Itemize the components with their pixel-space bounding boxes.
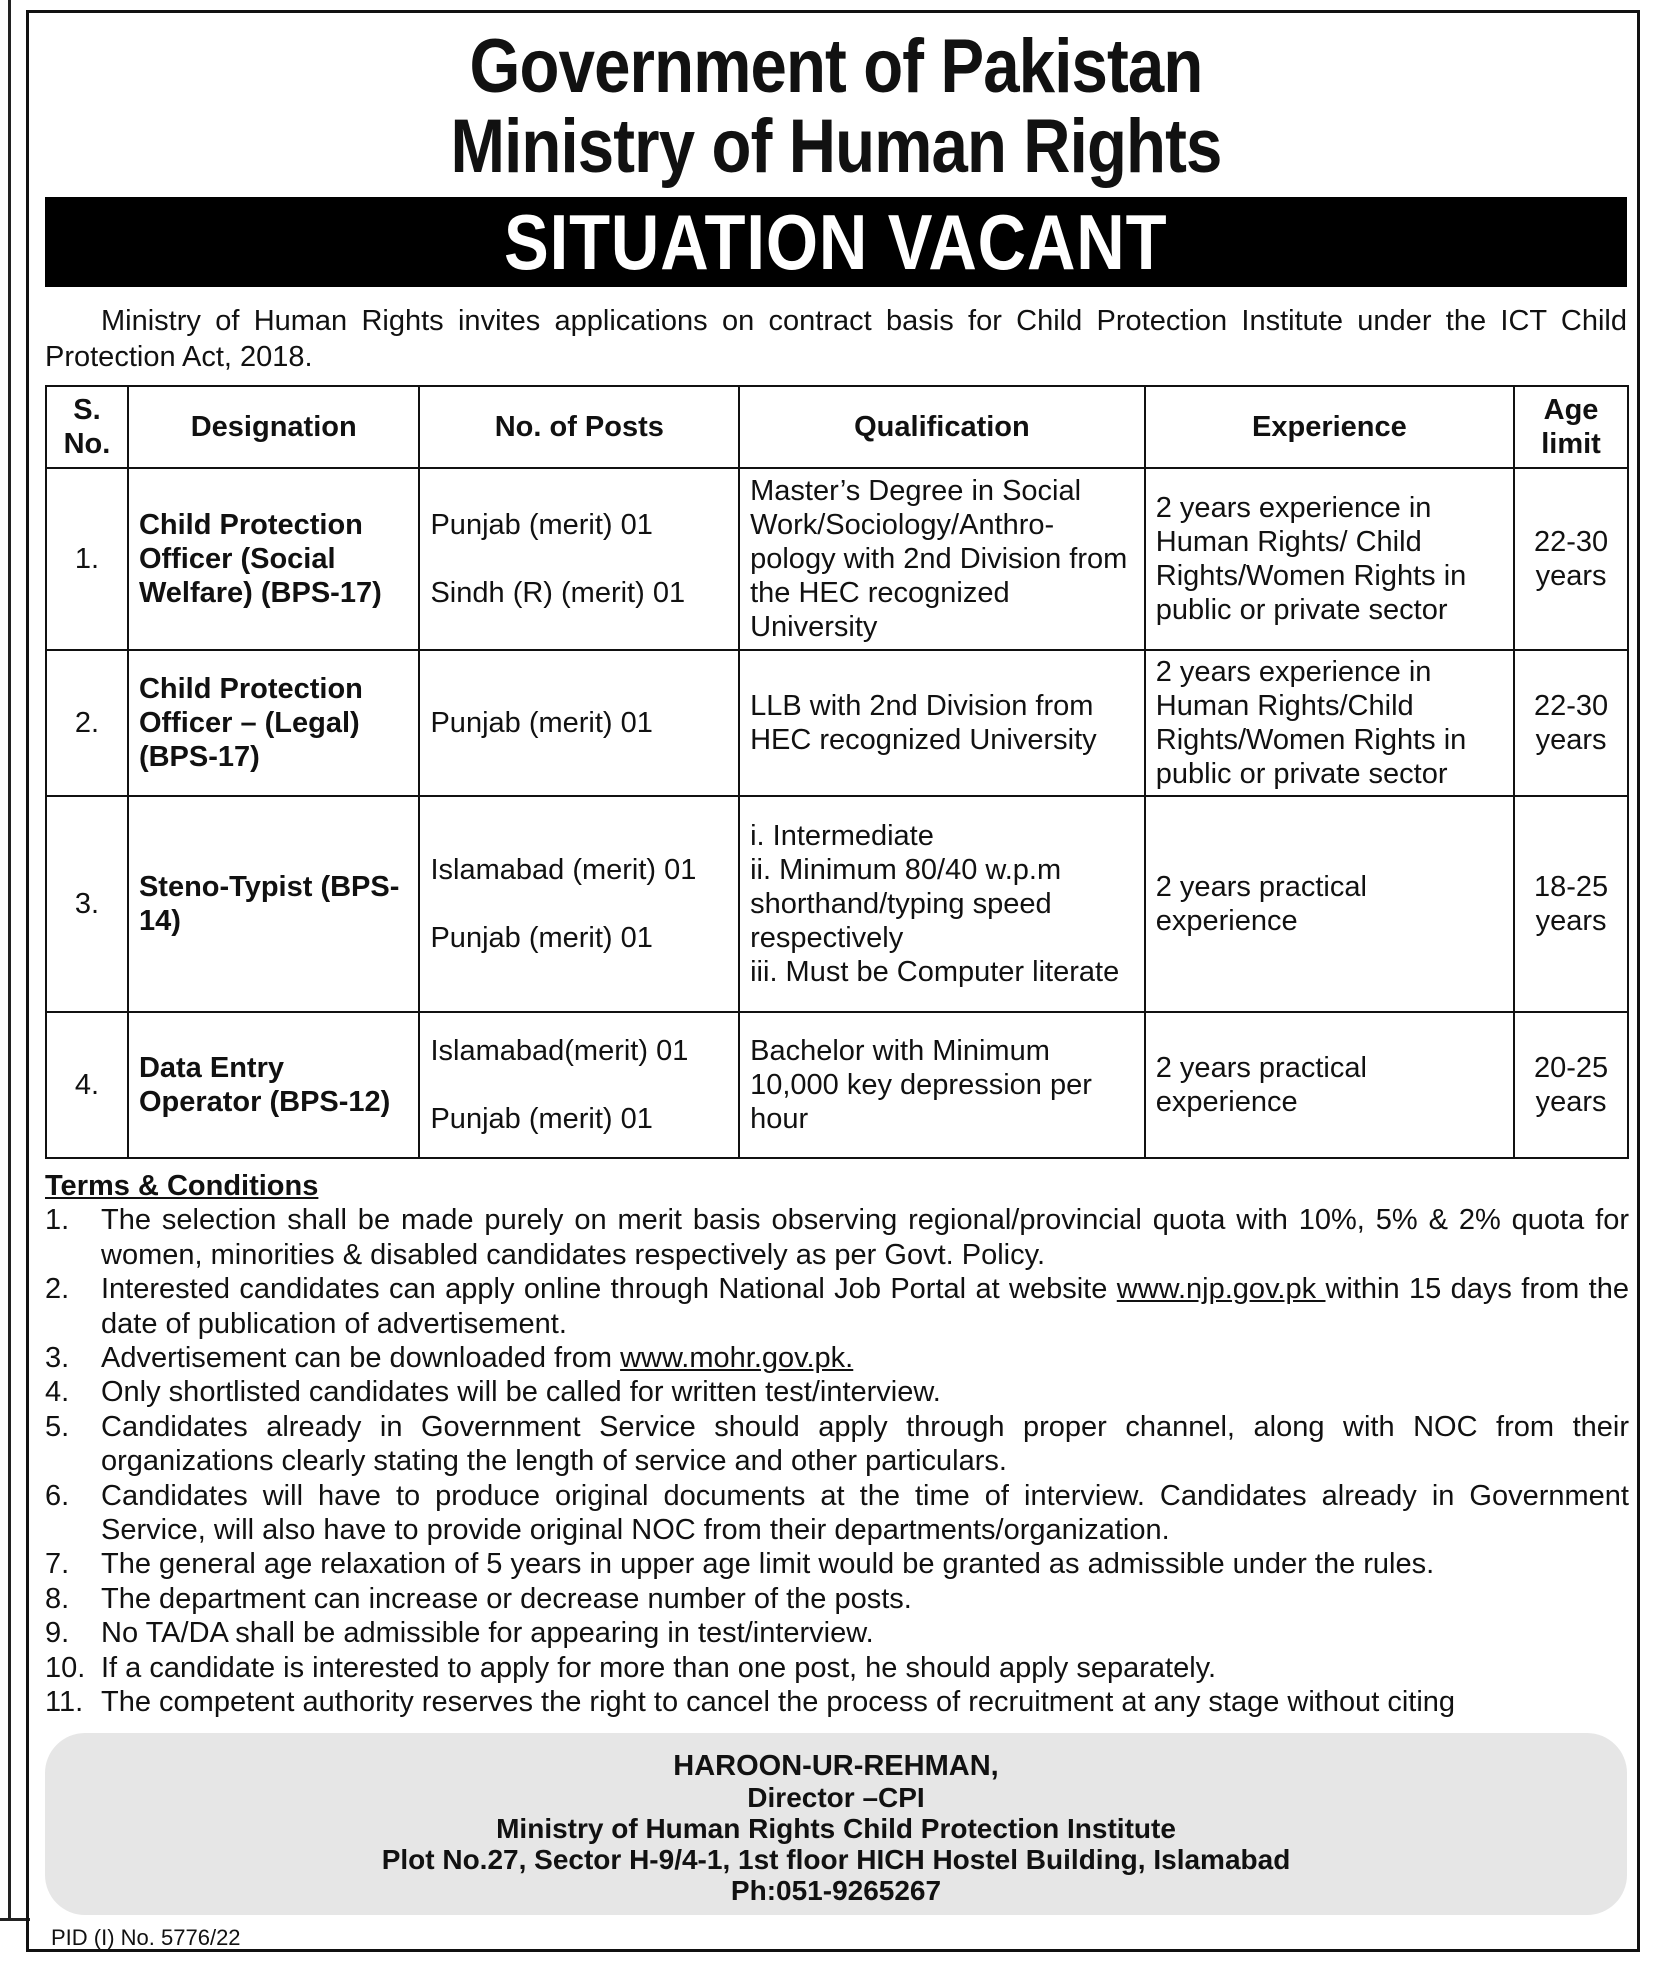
term-number: 6. <box>45 1479 70 1512</box>
row-sno: 1. <box>46 468 128 650</box>
row-age: 22-30 years <box>1514 650 1628 796</box>
row-experience: 2 years practical experience <box>1145 1012 1514 1158</box>
terms-list <box>45 1203 1629 1719</box>
term-item <box>45 1203 1629 1272</box>
row-experience: 2 years experience in Human Rights/ Child Rights/Women Rights in public or private sector <box>1145 468 1514 650</box>
intro-paragraph: Ministry of Human Rights invites applications on contract basis for Child Protection Institute under the ICT Child Protection Act, 2018. <box>45 305 1627 373</box>
row-age: 20-25 years <box>1514 1012 1628 1158</box>
table-row <box>46 1012 1628 1158</box>
row-experience: 2 years experience in Human Rights/Child Rights/Women Rights in public or private sector <box>1145 650 1514 796</box>
header-age: Age limit <box>1514 386 1628 468</box>
term-number: 10. <box>45 1651 86 1684</box>
term-text: The general age relaxation of 5 years in upper age limit would be granted as admissible under the rules. <box>101 1548 1435 1581</box>
row-qualification: LLB with 2nd Division from HEC recognized University <box>739 650 1145 796</box>
term-text: Interested candidates can apply online through National Job Portal at website <box>101 1273 1117 1306</box>
term-item <box>45 1479 1629 1548</box>
term-number: 7. <box>45 1548 70 1581</box>
post-entry: Punjab (merit) 01 <box>430 509 653 541</box>
banner-text: SITUATION VACANT <box>504 198 1168 286</box>
organization-address: Plot No.27, Sector H-9/4-1, 1st floor HICH Hostel Building, Islamabad <box>381 1844 1291 1875</box>
term-number: 5. <box>45 1410 70 1443</box>
scan-edge-line <box>8 0 11 1920</box>
term-item <box>45 1582 1629 1616</box>
row-sno: 3. <box>46 796 128 1012</box>
table-row <box>46 796 1628 1012</box>
term-text: No TA/DA shall be admissible for appearing in test/interview. <box>101 1617 874 1650</box>
row-age: 22-30 years <box>1514 468 1628 650</box>
terms-title: Terms & Conditions <box>45 1170 319 1202</box>
header-experience: Experience <box>1145 386 1514 468</box>
post-entry: Islamabad(merit) 01 <box>430 1035 689 1067</box>
post-entry: Islamabad (merit) 01 <box>430 854 697 886</box>
term-text: Candidates already in Government Service should apply through proper channel, along with NOC from their organizations clearly stating the length of service and other particulars. <box>101 1410 1629 1478</box>
pid-number: PID (I) No. 5776/22 <box>51 1925 241 1950</box>
row-designation: Steno-Typist (BPS-14) <box>128 796 420 1012</box>
qualification-line: ii. Minimum 80/40 w.p.m shorthand/typing speed respectively <box>750 854 1062 954</box>
signature-block <box>45 1733 1627 1915</box>
table-header-row <box>46 386 1628 468</box>
header-qualification: Qualification <box>739 386 1145 468</box>
government-title: Government of Pakistan <box>469 24 1203 109</box>
term-text: Advertisement can be downloaded from <box>101 1342 621 1375</box>
row-posts <box>419 796 739 1012</box>
term-text: If a candidate is interested to apply for more than one post, he should apply separately. <box>101 1651 1217 1684</box>
header-sno: S. No. <box>46 386 128 468</box>
row-age: 18-25 years <box>1514 796 1628 1012</box>
term-text: The selection shall be made purely on merit basis observing regional/provincial quota with 10%, 5% & 2% quota for women, minorities & disabled candidates respectively as per Govt. Policy. <box>101 1204 1629 1271</box>
header <box>29 24 1643 189</box>
row-posts <box>419 1012 739 1158</box>
header-designation: Designation <box>128 386 420 468</box>
term-item <box>45 1272 1629 1341</box>
term-number: 1. <box>45 1204 70 1237</box>
term-item <box>45 1651 1629 1685</box>
row-designation: Data Entry Operator (BPS-12) <box>128 1012 420 1158</box>
term-text: The department can increase or decrease number of the posts. <box>101 1582 912 1615</box>
row-qualification: Master’s Degree in Social Work/Sociology/Anthro-pology with 2nd Division from the HEC recognized University <box>739 468 1145 650</box>
term-item <box>45 1410 1629 1479</box>
row-posts <box>419 650 739 796</box>
ministry-title: Ministry of Human Rights <box>450 104 1222 189</box>
term-number: 3. <box>45 1342 70 1375</box>
term-number: 8. <box>45 1582 70 1615</box>
table-row <box>46 468 1628 650</box>
row-designation: Child Protection Officer (Social Welfare) (BPS-17) <box>128 468 420 650</box>
table-row <box>46 650 1628 796</box>
post-entry: Sindh (R) (merit) 01 <box>430 577 686 609</box>
mohr-website-link[interactable]: www.mohr.gov.pk. <box>620 1342 854 1375</box>
organization-name: Ministry of Human Rights Child Protection Institute <box>496 1813 1176 1844</box>
term-text: Candidates will have to produce original documents at the time of interview. Candidates already in Government Service, will also have to provide original NOC from their departments/organization. <box>101 1479 1629 1547</box>
njp-website-link[interactable]: www.njp.gov.pk <box>1116 1273 1326 1306</box>
posts-table <box>45 385 1629 1159</box>
organization-phone: Ph:051-9265267 <box>730 1875 942 1906</box>
terms-section <box>45 1169 1629 1720</box>
row-sno: 4. <box>46 1012 128 1158</box>
term-number: 4. <box>45 1376 70 1409</box>
term-number: 11. <box>45 1686 84 1719</box>
row-designation: Child Protection Officer – (Legal) (BPS-17) <box>128 650 420 796</box>
term-item <box>45 1375 1629 1409</box>
situation-vacant-banner <box>45 197 1627 287</box>
advertisement-frame <box>26 10 1640 1952</box>
header-posts: No. of Posts <box>419 386 739 468</box>
row-qualification <box>739 796 1145 1012</box>
term-text: Only shortlisted candidates will be called for written test/interview. <box>101 1376 941 1409</box>
term-item <box>45 1685 1629 1719</box>
term-item <box>45 1341 1629 1375</box>
term-item <box>45 1547 1629 1581</box>
post-entry: Punjab (merit) 01 <box>430 922 653 954</box>
post-entry: Punjab (merit) 01 <box>430 1103 653 1135</box>
term-text: The competent authority reserves the right to cancel the process of recruitment at any stage without citing <box>101 1686 1456 1719</box>
signatory-title: Director –CPI <box>747 1782 925 1813</box>
row-sno: 2. <box>46 650 128 796</box>
term-item <box>45 1616 1629 1650</box>
row-experience: 2 years practical experience <box>1145 796 1514 1012</box>
term-text: within 15 days from the date of publication of advertisement. <box>101 1273 1629 1340</box>
qualification-line: i. Intermediate <box>750 820 934 852</box>
row-posts <box>419 468 739 650</box>
signatory-name: HAROON-UR-REHMAN, <box>673 1750 999 1782</box>
term-number: 2. <box>45 1273 70 1306</box>
row-qualification: Bachelor with Minimum 10,000 key depression per hour <box>739 1012 1145 1158</box>
qualification-line: iii. Must be Computer literate <box>750 956 1120 988</box>
term-number: 9. <box>45 1617 70 1650</box>
post-entry: Punjab (merit) 01 <box>430 707 653 739</box>
